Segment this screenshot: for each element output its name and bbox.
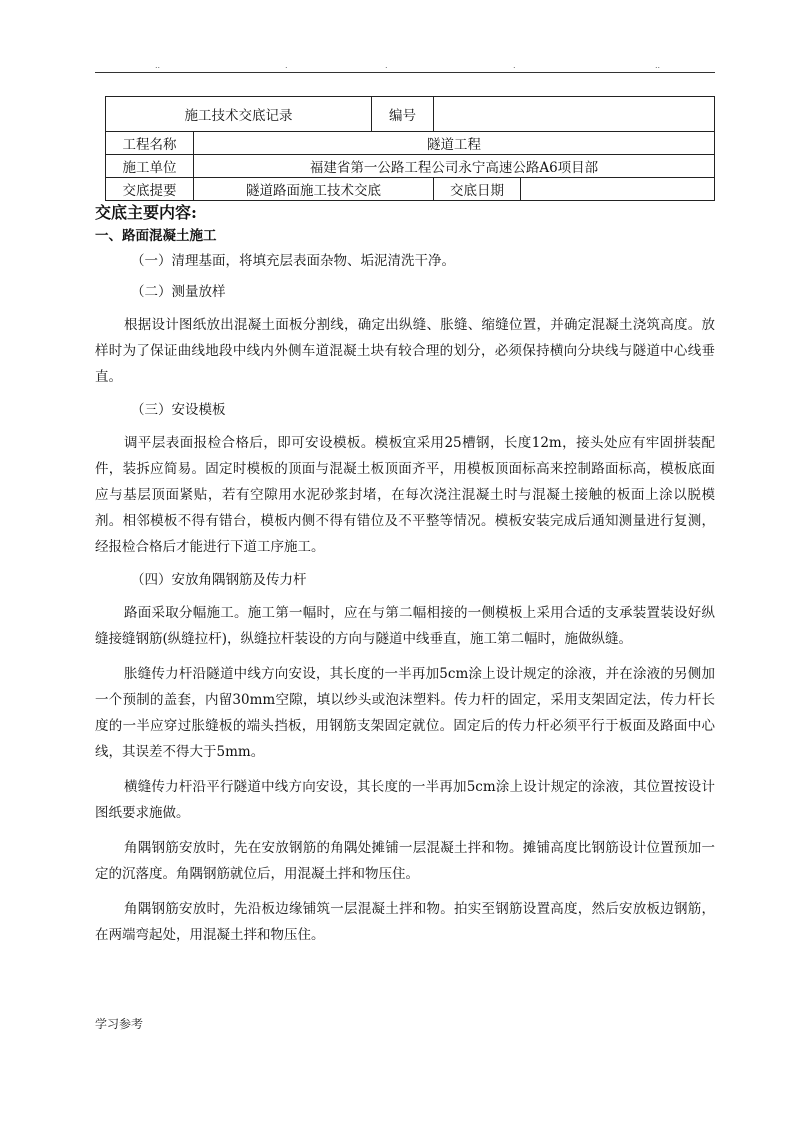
header-dot: .. [155,61,161,70]
paragraph: 根据设计图纸放出混凝土面板分割线，确定出纵缝、胀缝、缩缝位置，并确定混凝土浇筑高度。放样时为了保证曲线地段中线内外侧车道混凝土块有较合理的划分，必须保持横向分块线与隧道中心线垂直。 [95,317,715,385]
paragraph: 角隅钢筋安放时，先沿板边缘铺筑一层混凝土拌和物。拍实至钢筋设置高度，然后安放板边钢筋，在两端弯起处，用混凝土拌和物压住。 [95,901,715,943]
paragraph: 胀缝传力杆沿隧道中线方向安设，其长度的一半再加5cm涂上设计规定的涂液，并在涂液的另侧加一个预制的盖套，内留30mm空隙，填以纱头或泡沫塑料。传力杆的固定，采用支架固定法，传力杆长度的一半应穿过胀缝板的端头挡板，用钢筋支架固定就位。固定后的传力杆必须平行于板面及路面中心线，其误差不得大于5mm。 [95,666,715,760]
date-label-cell: 交底日期 [434,178,521,201]
footer-text: 学习参考 [95,1017,144,1031]
header-dot: . [513,61,516,70]
header-dot: . [385,61,388,70]
paragraph: 角隅钢筋安放时，先在安放钢筋的角隅处摊铺一层混凝土拌和物。摊铺高度比钢筋设计位置预加一定的沉落度。角隅钢筋就位后，用混凝土拌和物压住。 [95,840,715,882]
number-value-cell [434,97,715,132]
date-value-cell [521,178,715,201]
number-label-cell: 编号 [372,97,434,132]
record-title-cell: 施工技术交底记录 [106,97,372,132]
header-dot: .. [655,61,661,70]
section-title: 一、路面混凝土施工 [95,228,217,244]
header-dot: . [285,61,288,70]
summary-value-cell: 隧道路面施工技术交底 [194,178,434,201]
unit-label-cell: 施工单位 [106,155,194,178]
summary-label-cell: 交底提要 [106,178,194,201]
project-name-value-cell: 隧道工程 [194,132,715,155]
paragraph: 横缝传力杆沿平行隧道中线方向安设，其长度的一半再加5cm涂上设计规定的涂液，其位置按设计图纸要求施做。 [95,779,715,821]
main-heading: 交底主要内容: [95,203,197,222]
paragraph: 路面采取分幅施工。施工第一幅时，应在与第二幅相接的一侧模板上采用合适的支承装置装设好纵缝接缝钢筋(纵缝拉杆)，纵缝拉杆装设的方向与隧道中线垂直，施工第二幅时，施做纵缝。 [95,605,715,647]
sub-heading: （四）安放角隅钢筋及传力杆 [131,572,307,588]
construction-record-table [105,96,715,201]
header-dots [95,62,715,72]
header-rule [95,72,715,73]
unit-value-cell: 福建省第一公路工程公司永宁高速公路A6项目部 [194,155,715,178]
document-content [95,200,715,957]
sub-heading: （三）安设模板 [131,402,226,418]
sub-heading: （二）测量放样 [131,284,226,300]
paragraph: 调平层表面报检合格后，即可安设模板。模板宜采用25槽钢，长度12m，接头处应有牢固拼装配件，装拆应简易。固定时模板的顶面与混凝土板顶面齐平，用模板顶面标高来控制路面标高，模板底面应与基层顶面紧贴，若有空隙用水泥砂浆封堵，在每次浇注混凝土时与混凝土接触的板面上涂以脱模剂。相邻模板不得有错台，模板内侧不得有错位及不平整等情况。模板安装完成后通知测量进行复测，经报检合格后才能进行下道工序施工。 [95,435,715,555]
project-name-label-cell: 工程名称 [106,132,194,155]
sub-heading: （一）清理基面，将填充层表面杂物、垢泥清洗干净。 [131,253,455,269]
